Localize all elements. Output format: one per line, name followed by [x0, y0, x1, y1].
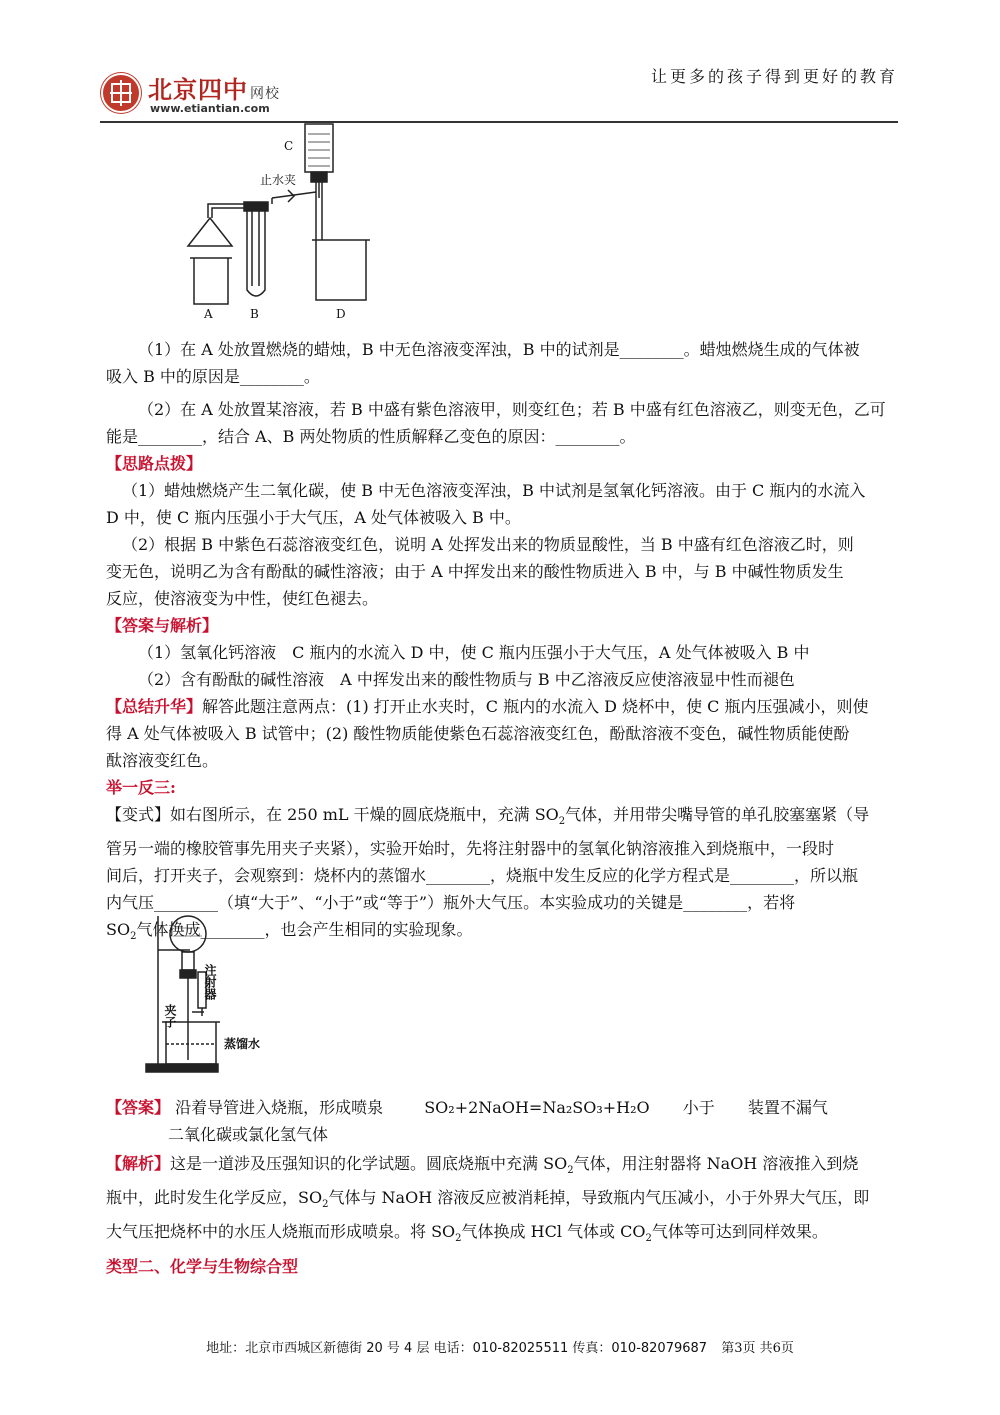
variant-line1: 【变式】如右图所示，在 250 mL 干燥的圆底烧瓶中，充满 $SO_2$气体，并用带尖嘴导管的单孔胶塞塞紧（导 — [106, 805, 870, 828]
diagram-label-a: A — [204, 307, 213, 321]
section-type2: 类型二、化学与生物综合型 — [106, 1256, 299, 1276]
daan-line1: 【答案】 沿着导管进入烧瓶，形成喷泉 SO₂+2NaOH=Na₂SO₃+H₂O 小于 装置不漏气 — [106, 1098, 828, 1117]
diagram-label-clamp: 止水夹 — [260, 173, 297, 187]
page-footer — [0, 1337, 1000, 1356]
silu-line2: D 中，使 C 瓶内压强小于大气压，A 处气体被吸入 B 中。 — [106, 508, 521, 527]
silu-line3: （2）根据 B 中紫色石蕊溶液变红色，说明 A 处挥发出来的物质显酸性，当 B 中盛有红色溶液乙时，则 — [122, 535, 854, 554]
daan-line2: 二氧化碳或氯化氢气体 — [168, 1125, 329, 1144]
footer-address: 地址：北京市西城区新德街 20 号 4 层 电话：010-82025511 传真：010-82079687 — [206, 1341, 708, 1356]
diagram-label-c: C — [284, 139, 294, 153]
q2-line1: （2）在 A 处放置某溶液，若 B 中盛有紫色溶液甲，则变红色；若 B 中盛有红色溶液乙，则变无色，乙可 — [138, 400, 886, 419]
silu-line5: 反应，使溶液变为中性，使红色褪去。 — [106, 589, 379, 608]
section-daan: 【答案】 — [106, 1098, 171, 1117]
footer-page: 第3页 共6页 — [721, 1341, 794, 1356]
flask-apparatus-diagram — [140, 912, 280, 1082]
variant-line2: 管另一端的橡胶管事先用夹子夹紧），实验开始时，先将注射器中的氢氧化钠溶液推入到烧瓶中，一段时 — [106, 839, 835, 859]
diagram-label-b: B — [250, 307, 259, 321]
q1-line2: 吸入 B 中的原因是________。 — [106, 367, 320, 386]
label-clip: 夹子 — [163, 1004, 177, 1028]
site-logo — [100, 68, 290, 120]
label-distilled-water: 蒸馏水 — [224, 1037, 261, 1051]
q2-line2: 能是________，结合 A、B 两处物质的性质解释乙变色的原因：________。 — [106, 427, 636, 446]
answer-line1: （1）氢氧化钙溶液 C 瓶内的水流入 D 中，使 C 瓶内压强小于大气压，A 处气体被吸入 B 中 — [138, 643, 810, 662]
section-juyi: 举一反三: — [106, 778, 176, 797]
logo-title: 北京四中 网校 — [148, 75, 280, 104]
silu-line4: 变无色，说明乙为含有酚酞的碱性溶液；由于 A 中挥发出来的酸性物质进入 B 中，与 B 中碱性物质发生 — [106, 562, 844, 581]
question-block — [106, 336, 900, 950]
silu-line1: （1）蜡烛燃烧产生二氧化碳，使 B 中无色溶液变浑浊，B 中试剂是氢氧化钙溶液。由于 C 瓶内的水流入 — [122, 481, 866, 500]
section-answer: 【答案与解析】 — [106, 616, 219, 635]
section-silu: 【思路点拨】 — [106, 454, 203, 473]
logo-emblem-icon — [100, 72, 142, 114]
label-syringe: 注射器 — [203, 964, 217, 1000]
header-slogan: 让更多的孩子得到更好的教育 — [650, 67, 898, 86]
answer-line2: （2）含有酚酞的碱性溶液 A 中挥发出来的酸性物质与 B 中乙溶液反应使溶液显中性而褪色 — [138, 670, 795, 689]
q1-line1: （1）在 A 处放置燃烧的蜡烛，B 中无色溶液变浑浊，B 中的试剂是________。蜡烛燃烧生成的气体被 — [138, 340, 860, 359]
jiexi-line2: 瓶中，此时发生化学反应，$SO_2$气体与 NaOH 溶液反应被消耗掉，导致瓶内气压减小，小于外界大气压，即 — [106, 1188, 870, 1211]
variant-line3: 间后，打开夹子，会观察到：烧杯内的蒸馏水________，烧瓶中发生反应的化学方程式是________，所以瓶 — [106, 866, 859, 886]
apparatus-diagram — [180, 122, 380, 322]
variant-line4: 内气压________（填“大于”、“小于”或“等于”）瓶外大气压。本实验成功的关键是________，若将 — [106, 893, 796, 913]
summary-line3: 酞溶液变红色。 — [106, 751, 219, 770]
logo-url: www.etiantian.com — [150, 102, 270, 115]
jiexi-line1: 【解析】这是一道涉及压强知识的化学试题。圆底烧瓶中充满 $SO_2$气体，用注射器将 NaOH 溶液推入到烧 — [106, 1154, 859, 1177]
summary-line1: 【总结升华】解答此题注意两点：(1) 打开止水夹时，C 瓶内的水流入 D 烧杯中，使 C 瓶内压强减小，则使 — [106, 697, 869, 716]
section-jiexi: 【解析】 — [106, 1154, 171, 1173]
diagram-label-d: D — [336, 307, 346, 321]
jiexi-line3: 大气压把烧杯中的水压人烧瓶而形成喷泉。将 $SO_2$气体换成 HCl 气体或 $CO_2$气体等可达到同样效果。 — [106, 1222, 828, 1245]
answer-block — [106, 1094, 900, 1280]
variant-line5: $SO_2$气体换成________，也会产生相同的实验现象。 — [106, 920, 473, 943]
summary-line2: 得 A 处气体被吸入 B 试管中；(2) 酸性物质能使紫色石蕊溶液变红色，酚酞溶液不变色，碱性物质能使酚 — [106, 724, 850, 743]
section-summary: 【总结升华】 — [106, 697, 203, 716]
